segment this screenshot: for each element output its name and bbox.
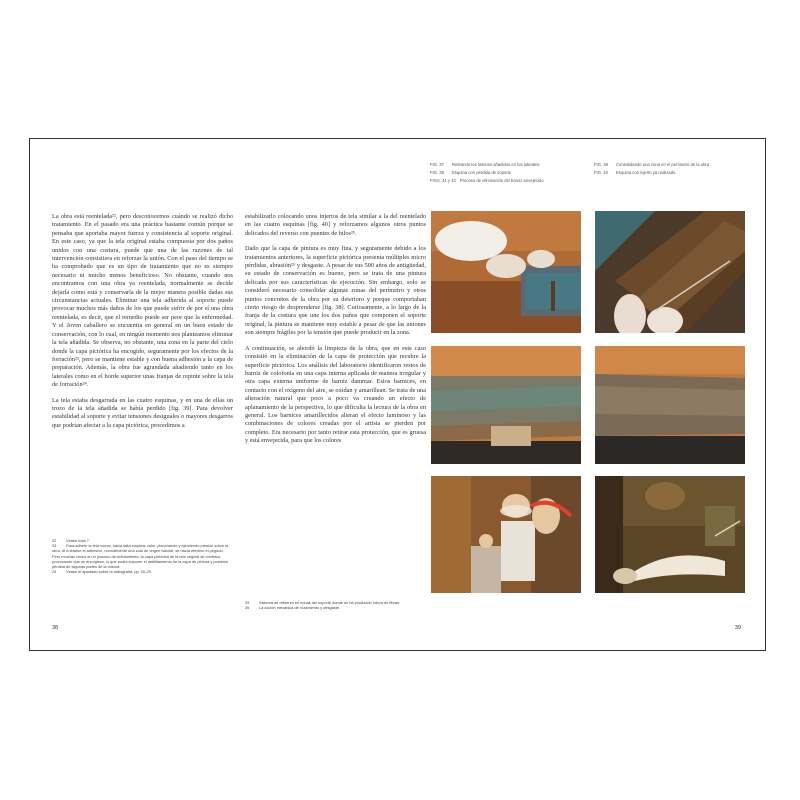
footnote-text: Sistema de refuerzo en zonas del soporte donde se ha producido rotura de fibras. [259, 600, 401, 605]
footnotes-left [52, 538, 233, 574]
photo-fig-39 [431, 346, 581, 464]
caption [594, 161, 754, 169]
caption-text: Esquina con injerto ya realizado [616, 170, 676, 175]
paragraph: A continuación, se abordó la limpieza de la obra, que en este caso consistió en la eliminación de la capa de protección que recubre la superficie pictórica. Los análisis del laboratorio identificaron restos de barniz de colofonia en una capa interna aplicada de manera irregular y otra capa externa uniforme de barniz dammar. Estos barnices, en contacto con el oxígeno del aire, se oxidan y amarillean. Se trata de una alteración natural que poco a poco va creando un efecto de aplanamiento de la perspectiva, lo que dificulta la lectura de la obra en general. Los barnices amarillecidos alteran el efecto luminoso y las combinaciones de colores creadas por el artista se pierden por completo. Era necesario por tanto retirar esta protección, que es gruesa y está envejecida, para que los colores [245, 344, 426, 445]
footnote-number: 25 [245, 600, 250, 605]
footnote-number: 22 [52, 538, 57, 543]
paragraph: La obra está reentelada²², pero desconocemos cuándo se realizó dicho tratamiento. En el pasado era una práctica bastante común porque se pensaba que aportaba mayor fuerza y consistencia al soporte original. En este caso, ya que la tela original estaba compuesta por dos paños unidos con una costura, puede que una de las razones de tal intervención consistiera en reforzar la unión. Con el paso del tiempo se ha comprobado que es un tipo de tratamiento que no es siempre necesario ni mucho menos beneficioso. No obstante, cuando nos encontramos con una obra ya reentelada, normalmente se decide dejarla como está y conservarla de la mejor manera posible dadas sus circunstancias actuales. Eliminar una tela adherida al soporte puede provocar muchos más daños de los que puede sufrir de por sí una obra reentelada, es decir, que el remedio puede ser peor que la enfermedad. Y el Joven caballero se encuentra en general en un buen estado de conservación, con lo cual, en ningún momento nos planteamos eliminar la tela añadida. Se observa, no obstante, una zona en la parte del cielo donde la capa pictórica ha encogido, seguramente por los efectos de la forración²³, pero se mantiene estable y con buena adhesión a la capa de preparación. Además, la obra fue agrandada añadiendo tanto en los laterales como en el borde superior unas franjas de repinte sobre la tela de forración²⁴. [52, 213, 233, 389]
figure-ref: FIGS. 41 y 42 [430, 178, 456, 183]
text-column-2 [245, 213, 426, 453]
page-number-right: 39 [734, 625, 741, 631]
footnote [52, 569, 233, 574]
photo-fig-42 [595, 476, 745, 593]
figure-ref: FIG. 38 [594, 162, 608, 167]
footnotes-right [245, 600, 426, 610]
caption-text: Proceso de eliminación del barniz envejecido [459, 178, 544, 183]
captions-left [430, 161, 590, 185]
footnote-text: Véase el apartado sobre la radiografía, pp. 20-29. [66, 569, 152, 575]
footnote-number: 23 [52, 543, 57, 549]
caption [430, 161, 590, 169]
figure-ref: FIG. 37 [430, 162, 444, 167]
footnote-text: Véase nota 7. [66, 538, 91, 543]
photo-fig-38 [595, 211, 745, 333]
paragraph: La tela estaba desgarrada en las cuatro esquinas, y en una de ellas un trozo de la tela añadida se había perdido [fig. 39]. Para devolver estabilidad al soporte y evitar tensiones desiguales o mayores desgarros que podrían afectar a la capa pictórica, procedimos a [52, 396, 233, 429]
footnote-number: 24 [52, 569, 57, 575]
footnote [52, 543, 233, 569]
book-spread [29, 138, 766, 651]
photo-fig-41 [431, 476, 581, 593]
figure-ref: FIG. 40 [594, 170, 608, 175]
text-column-1 [52, 213, 233, 437]
footnote-number: 26 [245, 605, 250, 611]
photo-fig-37 [431, 211, 581, 333]
caption [430, 177, 590, 185]
caption [594, 169, 754, 177]
footnote [245, 605, 426, 610]
page-number-left: 38 [52, 625, 59, 631]
figure-ref: FIG. 39 [430, 170, 444, 175]
captions-right [594, 161, 754, 177]
caption-text: Esquina con pérdida de soporte [452, 170, 512, 175]
caption [430, 169, 590, 177]
paragraph: Dado que la capa de pintura es muy fina, y seguramente debido a los tratamientos anteriores, la superficie pictórica presenta múltiples micro pérdidas, abrasión²⁶ y desgaste. A pesar de sus 500 años de antigüedad, su estado de conservación es bueno, pero se trata de una pintura delicada por sus características de ejecución. Sin embargo, solo se consideró necesario consolidar algunas zonas del perímetro y otros puntos concretos de la obra por su deterioro y porque comportaban cierto riesgo de desprenderse [fig. 38]. Curiosamente, a lo largo de la franja de la costura que une los dos paños que componen el soporte original, la pintura se mantiene muy estable a pesar de que las uniones son siempre frágiles por la tensión que puede producir en la zona. [245, 245, 426, 337]
paragraph: estabilizarlo colocando unos injertos de tela similar a la del reentelado en las cuatro esquinas [fig. 40] y reforzamos algunos otros puntos delicados del reverso con puentes de hilos²⁵. [245, 213, 426, 237]
footnote-text: Para adherir la tela nueva, hacía falta emplear calor, planchando y ejerciendo presión sobre la obra. Al enfriarse el adhesivo, normalmente una cola de origen natural, se hacía efectivo el pegado. Pero muchas veces en el proceso de enfriamiento, la capa pictórica de la tela original se contraía, provocando que se encogiese, lo que podía suponer el debilitamiento de la capa de pintura y posterior pérdida de algunas partes de la misma. [52, 543, 229, 570]
photo-fig-40 [595, 346, 745, 464]
caption-text: Consolidando una zona en el perímetro de la obra [616, 162, 710, 167]
footnote-text: La acción mecánica de rozamiento y desgaste. [259, 605, 341, 611]
caption-text: Retirando los listones añadidos en los laterales [452, 162, 540, 167]
